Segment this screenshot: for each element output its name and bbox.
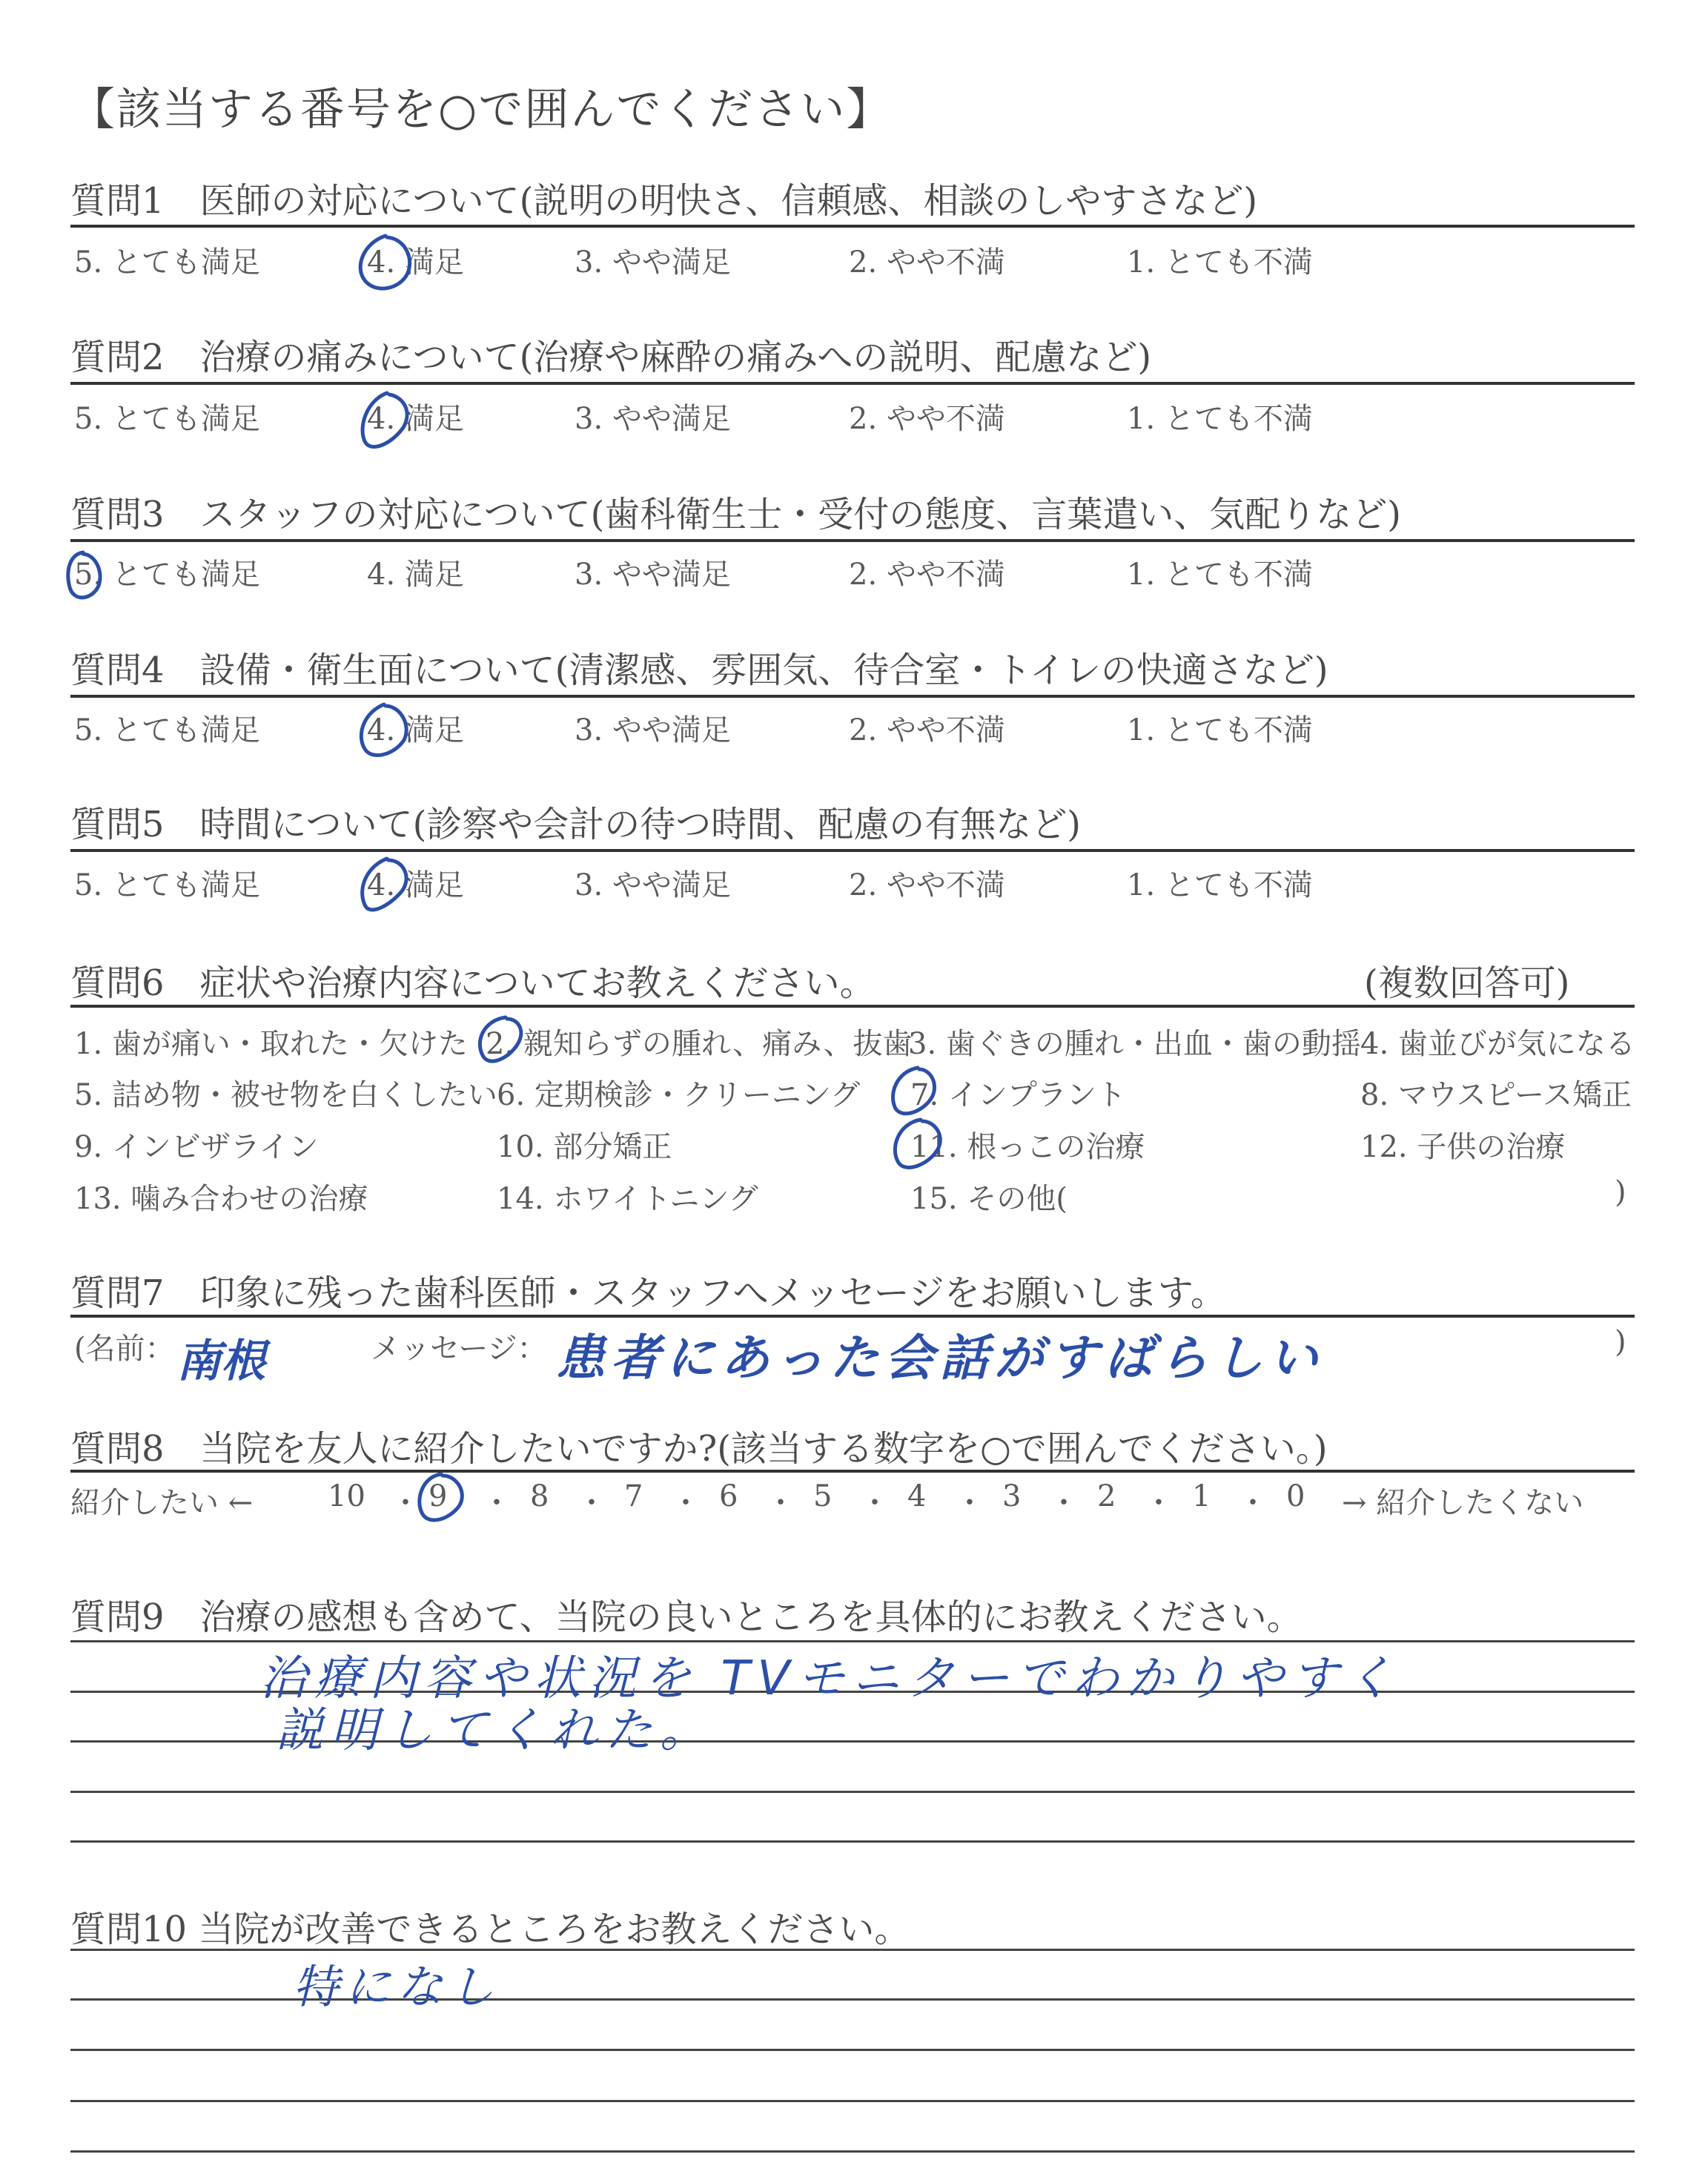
question-10-title: 質問10 当院が改善できるところをお教えください。 [70,1909,910,1950]
q8-scale-2[interactable]: 2 [1097,1479,1116,1513]
q8-left-label: 紹介したい ← [70,1486,254,1520]
question-4-title: 質問4 設備・衛生面について(清潔感、雰囲気、待合室・トイレの快適さなど) [70,650,1328,691]
question-5-title: 質問5 時間について(診察や会計の待つ時間、配慮の有無など) [70,804,1082,845]
q6-other-close-paren: ) [1615,1175,1626,1209]
q1-option-1[interactable]: 1. とても不満 [1127,245,1313,280]
q2-option-4[interactable]: 4. 満足 [367,402,464,436]
divider [70,849,1635,852]
scale-separator: ・ [1144,1486,1174,1520]
question-3-title: 質問3 スタッフの対応について(歯科衛生士・受付の態度、言葉遣い、気配りなど) [70,494,1402,535]
q6-option-7[interactable]: 7. インプラント [910,1078,1126,1112]
q3-option-1[interactable]: 1. とても不満 [1127,558,1313,592]
q9-answer-line-2[interactable]: 説明してくれた。 [276,1703,715,1758]
divider [70,225,1635,228]
q1-option-2[interactable]: 2. やや不満 [849,245,1005,280]
question-8-title: 質問8 当院を友人に紹介したいですか?(該当する数字を○で囲んでください。) [70,1428,1328,1470]
q6-option-13[interactable]: 13. 噛み合わせの治療 [74,1182,368,1216]
scale-separator: ・ [1049,1486,1079,1520]
answer-line [70,2049,1635,2051]
multiple-answers-note: (複数回答可) [1364,962,1570,1004]
q3-option-2[interactable]: 2. やや不満 [849,558,1005,592]
scale-separator: ・ [577,1486,606,1520]
q6-option-8[interactable]: 8. マウスピース矯正 [1360,1078,1632,1112]
q8-scale-1[interactable]: 1 [1192,1479,1211,1513]
q8-scale-9[interactable]: 9 [428,1479,448,1513]
question-9-title: 質問9 治療の感想も含めて、当院の良いところを具体的にお教えください。 [70,1596,1302,1638]
q2-option-5[interactable]: 5. とても満足 [74,402,260,436]
q3-option-3[interactable]: 3. やや満足 [575,558,731,592]
question-2-title: 質問2 治療の痛みについて(治療や麻酔の痛みへの説明、配慮など) [70,337,1152,378]
q6-option-6[interactable]: 6. 定期検診・クリーニング [497,1078,861,1112]
q8-right-label: → 紹介したくない [1342,1486,1584,1520]
q6-option-2[interactable]: 2. 親知らずの腫れ、痛み、抜歯 [486,1027,913,1061]
q6-option-4[interactable]: 4. 歯並びが気になる [1360,1027,1635,1061]
scale-separator: ・ [671,1486,701,1520]
q8-scale-4[interactable]: 4 [907,1479,927,1513]
q8-scale-0[interactable]: 0 [1286,1479,1305,1513]
q8-scale-5[interactable]: 5 [813,1479,833,1513]
q4-option-4[interactable]: 4. 満足 [367,713,464,747]
divider [70,382,1635,385]
q8-scale-7[interactable]: 7 [624,1479,643,1513]
q6-option-10[interactable]: 10. 部分矯正 [497,1130,672,1164]
question-7-title: 質問7 印象に残った歯科医師・スタッフへメッセージをお願いします。 [70,1272,1226,1314]
answer-line [70,1840,1635,1843]
q2-option-2[interactable]: 2. やや不満 [849,402,1005,436]
q4-option-2[interactable]: 2. やや不満 [849,713,1005,747]
q7-message-value[interactable]: 患者にあった会話がすばらしい [556,1330,1324,1387]
q8-scale-3[interactable]: 3 [1002,1479,1022,1513]
q2-option-1[interactable]: 1. とても不満 [1127,402,1313,436]
q5-option-1[interactable]: 1. とても不満 [1127,868,1313,902]
q9-answer-line-1[interactable]: 治療内容や状況を TVモニターでわかりやすく [259,1651,1401,1706]
divider [70,539,1635,542]
answer-line [70,2100,1635,2102]
q2-option-3[interactable]: 3. やや満足 [575,402,731,436]
divider [70,1315,1635,1318]
q5-option-2[interactable]: 2. やや不満 [849,868,1005,902]
divider [70,1005,1635,1008]
answer-line [70,2150,1635,2153]
q3-option-5[interactable]: 5. とても満足 [74,558,260,592]
question-6-title: 質問6 症状や治療内容についてお教えください。 [70,962,875,1004]
scale-separator: ・ [955,1486,984,1520]
question-1-title: 質問1 医師の対応について(説明の明快さ、信頼感、相談のしやすさなど) [70,180,1258,222]
q5-option-3[interactable]: 3. やや満足 [575,868,731,902]
q6-option-11[interactable]: 11. 根っこの治療 [910,1130,1145,1164]
divider [70,695,1635,698]
q7-message-label: メッセージ： [371,1332,547,1366]
q6-option-1[interactable]: 1. 歯が痛い・取れた・欠けた [74,1027,468,1061]
q8-scale-6[interactable]: 6 [719,1479,738,1513]
q3-option-4[interactable]: 4. 満足 [367,558,464,592]
scale-separator: ・ [860,1486,890,1520]
q7-close-paren: ) [1615,1325,1626,1359]
q5-option-4[interactable]: 4. 満足 [367,868,464,902]
q4-option-1[interactable]: 1. とても不満 [1127,713,1313,747]
q6-option-15[interactable]: 15. その他( [910,1182,1068,1216]
q8-scale-8[interactable]: 8 [530,1479,549,1513]
q5-option-5[interactable]: 5. とても満足 [74,868,260,902]
q10-answer[interactable]: 特になし [293,1960,501,2014]
q4-option-3[interactable]: 3. やや満足 [575,713,731,747]
q1-option-3[interactable]: 3. やや満足 [575,245,731,280]
q6-option-9[interactable]: 9. インビザライン [74,1130,319,1164]
q4-option-5[interactable]: 5. とても満足 [74,713,260,747]
page-heading: 【該当する番号を○で囲んでください】 [70,84,893,136]
answer-line [70,1791,1635,1793]
q8-scale-10[interactable]: 10 [328,1479,365,1513]
q6-option-5[interactable]: 5. 詰め物・被せ物を白くしたい [74,1078,497,1112]
q1-option-5[interactable]: 5. とても満足 [74,245,260,280]
q1-option-4[interactable]: 4. 満足 [367,245,464,280]
scale-separator: ・ [1238,1486,1268,1520]
scale-separator: ・ [766,1486,795,1520]
scale-separator: ・ [482,1486,512,1520]
q6-option-3[interactable]: 3. 歯ぐきの腫れ・出血・歯の動揺 [908,1027,1361,1061]
q7-name-label: (名前： [74,1332,175,1366]
q7-name-value[interactable]: 南根 [176,1335,265,1387]
scale-separator: ・ [391,1486,420,1520]
divider [70,1470,1635,1473]
q6-option-12[interactable]: 12. 子供の治療 [1360,1130,1566,1164]
q6-option-14[interactable]: 14. ホワイトニング [497,1182,758,1216]
